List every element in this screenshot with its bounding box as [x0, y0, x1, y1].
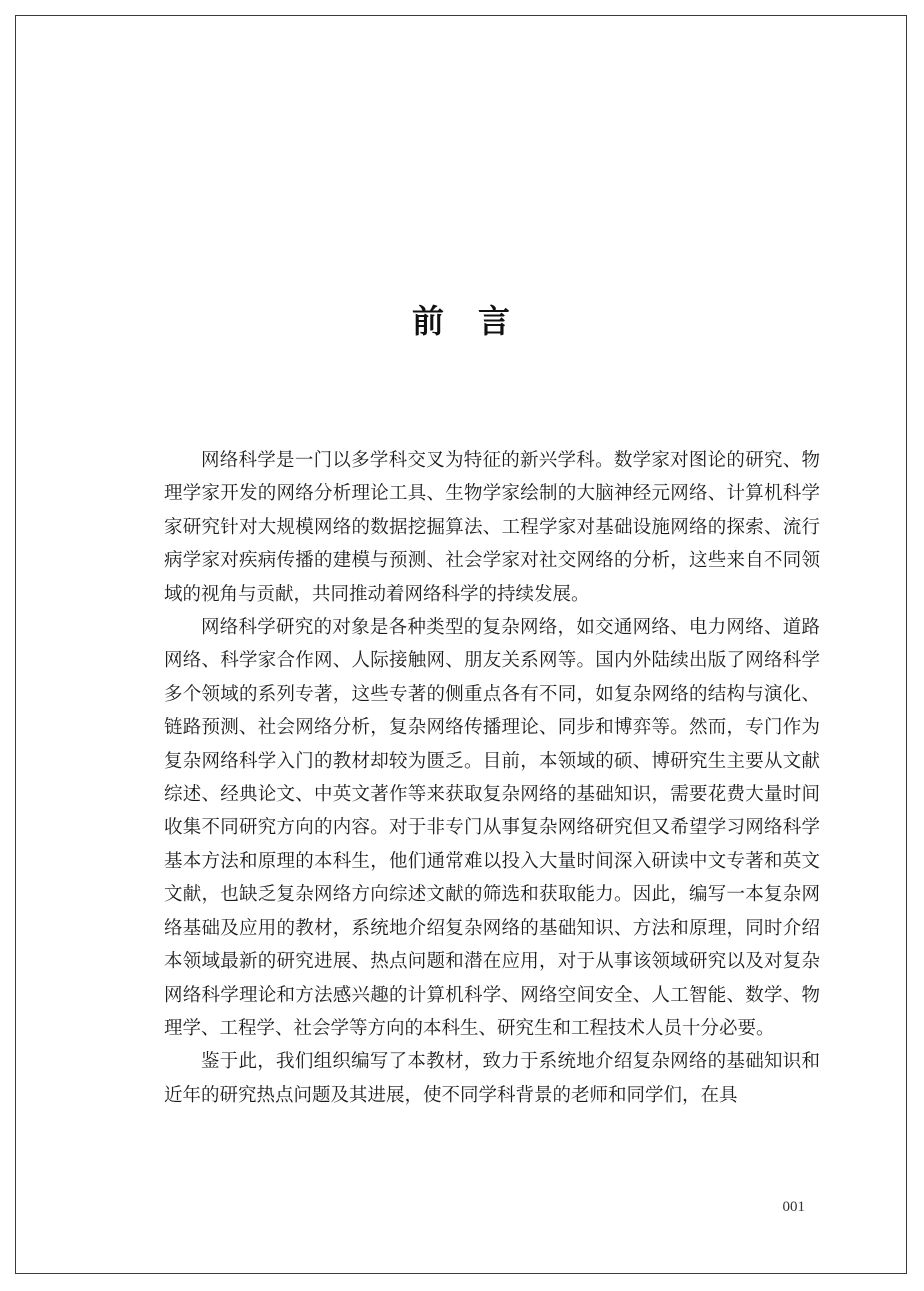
body-text — [164, 444, 820, 1112]
page-title: 前言 — [411, 302, 544, 340]
paragraph-3: 鉴于此，我们组织编写了本教材，致力于系统地介绍复杂网络的基础知识和近年的研究热点问题及其进展，使不同学科背景的老师和同学们，在具 — [164, 1051, 820, 1106]
paragraph-1: 网络科学是一门以多学科交叉为特征的新兴学科。数学家对图论的研究、物理学家开发的网络分析理论工具、生物学家绘制的大脑神经元网络、计算机科学家研究针对大规模网络的数据挖掘算法、工程学家对基础设施网络的探索、流行病学家对疾病传播的建模与预测、社会学家对社交网络的分析，这些来自不同领域的视角与贡献，共同推动着网络科学的持续发展。 — [164, 450, 820, 605]
page — [15, 15, 907, 1274]
page-number: 001 — [782, 1199, 805, 1215]
paragraph-2: 网络科学研究的对象是各种类型的复杂网络，如交通网络、电力网络、道路网络、科学家合作网、人际接触网、朋友关系网等。国内外陆续出版了网络科学多个领域的系列专著，这些专著的侧重点各有不同，如复杂网络的结构与演化、链路预测、社会网络分析，复杂网络传播理论、同步和博弈等。然而，专门作为复杂网络科学入门的教材却较为匮乏。目前，本领域的硕、博研究生主要从文献综述、经典论文、中英文著作等来获取复杂网络的基础知识，需要花费大量时间收集不同研究方向的内容。对于非专门从事复杂网络研究但又希望学习网络科学基本方法和原理的本科生，他们通常难以投入大量时间深入研读中文专著和英文文献，也缺乏复杂网络方向综述文献的筛选和获取能力。因此，编写一本复杂网络基础及应用的教材，系统地介绍复杂网络的基础知识、方法和原理，同时介绍本领域最新的研究进展、热点问题和潜在应用，对于从事该领域研究以及对复杂网络科学理论和方法感兴趣的计算机科学、网络空间安全、人工智能、数学、物理学、工程学、社会学等方向的本科生、研究生和工程技术人员十分必要。 — [164, 617, 820, 1039]
